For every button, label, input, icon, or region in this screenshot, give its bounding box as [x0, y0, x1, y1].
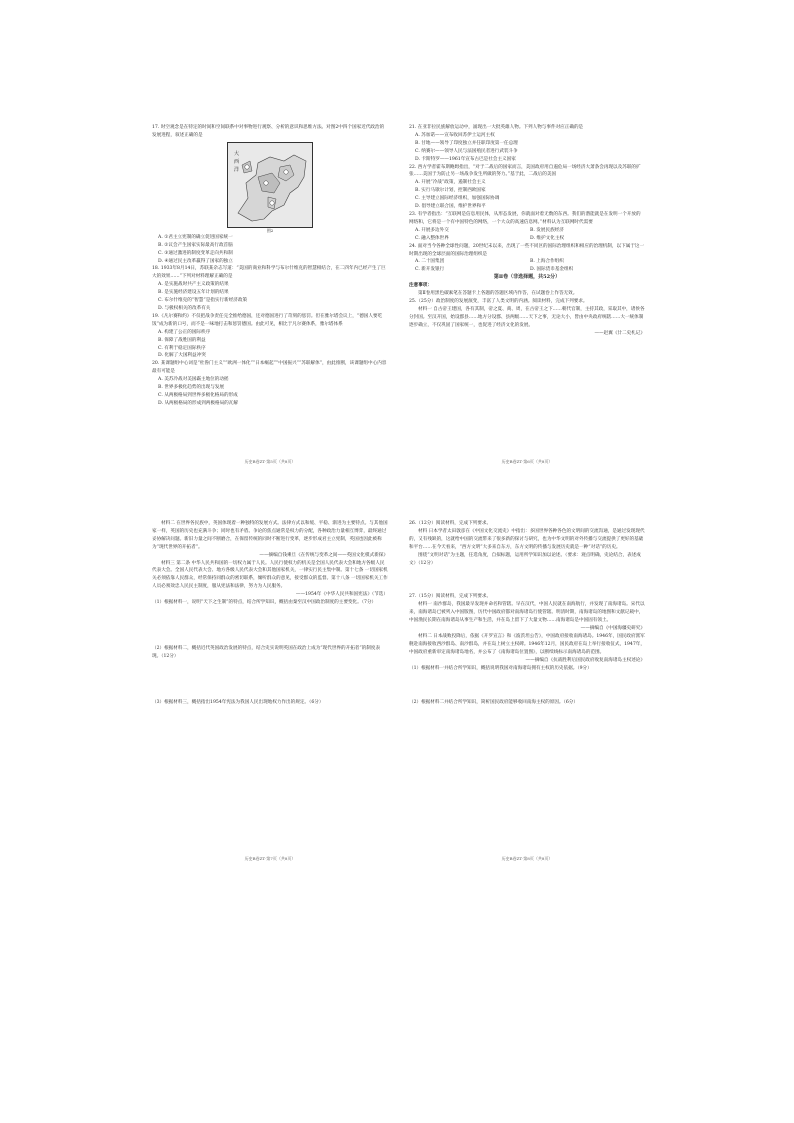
page-6: [409, 124, 645, 454]
q26-ask: 围绕“文明对话”为主题，任选角度，自拟标题，运用所学知识加以论述。（要求：观点明确，史论结合，表述成文）（12分）: [409, 552, 641, 566]
page-7-footer: 历史B卷ZT·第7页（共8页）: [244, 856, 296, 861]
q24-option-a: A. 二十国集团: [415, 259, 445, 265]
q24-option-d: D. 国际货币基金组织: [530, 267, 574, 273]
q21-option-a: A. 苏加诺——宣布收回苏伊士运河主权: [415, 132, 495, 138]
q17-option-d: D. ④通过民主改革赢得了国家的独立: [158, 258, 233, 264]
section-title: 第Ⅱ卷（非选择题，共52分）: [493, 274, 561, 281]
page-5-footer: 历史B卷ZT·第5页（共8页）: [244, 459, 296, 464]
q27-material-1-source: ——摘编自《中国海疆史研究》: [580, 626, 645, 632]
page-6-footer: 历史B卷ZT·第6页（共8页）: [501, 459, 553, 464]
q25-material-3-source: ——1954年《中华人民共和国宪法》（节选）: [295, 592, 388, 598]
q25-material-2: 材料二 在世界各民族中，英国体现着一种独特的发展方式。法律方式以和缓、平稳、渐进为主要特点。与其他国家一样，英国的历史也充满斗争；同时也有矛盾。争论的焦点通常是权力的分配，各种政治力量相互博弈，最终通过妥协解决问题。新旧力量之间不断磨合，在保留传统的同时不断进行变革，逐步形成君主立宪制，英国也因此被称为“现代世界的开拓者”。: [152, 521, 388, 550]
question-22: 22. 西方学者霍布斯鲍姆指出，“对于二战后的国家而言，美国政府用自遏危局一场经济大萧条会再现以及苏联的扩张……美国于为防止另一场战争发生所做的努力。”基于此，二战后的美国: [409, 164, 641, 178]
question-23: 23. 有学者指出：“互联网是信息用民体，从形态发展，你就面对着无数的东西。我们的潜能就是在发明一个开放的网络和，它将是一个有中国特色的网络，一个大众的高速信息网。”材料认为互联网时代需要: [409, 211, 641, 225]
q18-option-d: D. 与极权相关的改革有关: [158, 305, 211, 311]
q23-option-c: C. 融入整体世界: [415, 235, 449, 241]
q27-ask-2: （2）根据材料二并结合所学知识，简析国民政府能够收回南海主权的原因。（6分）: [409, 699, 578, 705]
q19-option-b: B. 保障了战胜国的利益: [158, 337, 206, 343]
question-24: 24. 面对当今各种全球性问题，20世纪末以来，出现了一些不同区的国际治理组织和相应的治理机制，以下属于这一时期出现的全球层面的国际治理组织是: [409, 243, 645, 257]
q25-material-2-source: ——摘编自钱乘旦《在传统与变革之间——英国文化模式新探》: [259, 552, 388, 558]
q18-option-c: C. 布尔什维克的“智慧”是指实行新经济政策: [158, 298, 248, 304]
question-27: 27.（15分）阅读材料，完成下列要求。: [409, 594, 492, 600]
q18-option-a: A. 是实施战时共产主义政策的结果: [158, 282, 229, 288]
page-8-footer: 历史B卷ZT·第8页（共8页）: [501, 856, 553, 861]
q25-ask-1: （1）根据材料一，说明“天下之生制”的特点，结合所学知识，概括由秦至汉中国政治制度的主要变化。（7分）: [152, 600, 377, 606]
q25-material-1: 材料一 自古帝王建国，各有其制，帝之夏、商、周，在古帝王之下……朝代官制，主持其政，采取其中，诸侯各分封国。至汉开国，始设郡县……地方分设郡、县两级……天下之事，无论大小，皆由中央政府统辖……大一统体制逐步确立，不仅巩固了国家统一，也促进了经济文化的发展。: [409, 306, 645, 328]
q27-material-2-source: ——摘编自《抗战胜利后国民政府收复南海诸岛主权述论》: [525, 657, 645, 663]
q23-option-a: A. 开展多边外交: [415, 227, 449, 233]
q20-option-a: A. 美苏冷战对美国霸主地位的动摇: [158, 377, 229, 383]
question-17: 17. 时空观念是在特定的时间和空间联系中对事物进行观察、分析的意识和思维方法。对图2中四个国家近代政治的发展进程，叙述正确的是: [152, 125, 385, 138]
page-7: [152, 520, 388, 850]
page-8: [409, 520, 645, 850]
q22-option-a: A. 开展“冷战”政策，遏制社会主义: [415, 180, 486, 186]
q17-option-a: A. ①君主立宪制的确立促进国家统一: [158, 234, 233, 240]
question-25: 25.（25分）政治制度的发展演变，丰富了人类文明的内涵。阅读材料，完成下列要求。: [409, 298, 588, 304]
q24-option-c: C. 新开发银行: [415, 267, 445, 273]
q25-ask-3: （3）根据材料三，概括指出1954年宪法为我国人民出现地权力作出的规定。（6分）: [152, 699, 324, 705]
q22-option-c: C. 主导建立国际经济组织，加强国际协调: [415, 196, 500, 202]
q23-option-d: D. 维护文化主权: [530, 235, 565, 241]
svg-text:洋: 洋: [234, 166, 240, 173]
q20-option-d: D. 从两极格局的形成到两极格局的瓦解: [158, 400, 238, 406]
q27-ask-1: （1）根据材料一并结合所学知识，概括说明我国对南海诸岛拥有主权的历史依据。（9分）: [409, 665, 592, 671]
q25-material-3: 材料三 第二条 中华人民共和国的一切权力属于人民。人民行使权力的机关是全国人民代表大会和地方各级人民代表大会。全国人民代表大会、地方各级人民代表大会和其他国家机关，一律实行民主集中制。第十七条 一切国家机关必须依靠人民群众，经常保持同群众的密切联系，倾听群众的意见，接受群众的监督。第十八条 一切国家机关工作人员必须效忠人民民主制度，服从宪法和法律，努力为人民服务。: [152, 560, 388, 590]
q24-options-row-1: [409, 258, 645, 266]
svg-text:大: 大: [234, 150, 240, 157]
q21-option-c: C. 纳赛尔——领导人民与法国殖民者进行武装斗争: [415, 148, 518, 154]
map-caption: 图2: [266, 227, 274, 233]
q27-material-2: 材料二 日本战败投降后，依据《开罗宣言》和《波茨坦公告》，中国政府接收南海诸岛。1946年，国民政府派军舰赴南海接收西沙群岛、南沙群岛，并在岛上树立主权碑。1946年12月，国民政府在岛上举行接收仪式，1947年，中国政府重新审定南海诸岛地名，并公布了《南海诸岛位置图》，以断续线标示南海诸岛的范围。: [409, 633, 645, 655]
q19-option-c: C. 有利于稳定国际秩序: [158, 345, 206, 351]
answer-space: [152, 607, 388, 645]
q21-option-d: D. 卡斯特罗——1961年宣布古巴是社会主义国家: [415, 156, 516, 162]
question-21: 21. 在亚非拉民族解放运动中，涌现出一大批英雄人物。下列人物与事件对应正确的是: [409, 125, 584, 130]
q25-ask-2: （2）根据材料二，概括近代英国政治发展的特点，结合史实说明英国在政治上成为“现代世界的开拓者”的制度表现。（12分）: [152, 645, 381, 659]
answer-space: [409, 567, 645, 593]
q17-option-b: B. ②议会产生国家实际最高行政首脑: [158, 242, 233, 248]
q23-options-row-1: [409, 227, 645, 235]
question-20: 20. 某课题组中心词是“杜鲁门主义”“欧洲一体化”“日本崛起”“中国振兴”“苏联解体”，由此推断，该课题组中心内容最有可能是: [152, 361, 387, 375]
q23-options-row-2: [409, 235, 645, 243]
map-drawing: [228, 143, 312, 227]
answer-space: [152, 661, 388, 699]
q21-option-b: B. 甘地——领导了印度独立并任职印度第一任总理: [415, 140, 518, 146]
q27-material-1: 材料一 南沙群岛，我国最早发现并命名和管辖。早在汉代，中国人民就在南海航行，并发现了南海诸岛。宋代以来，南海诸岛已被列入中国版图，历代中国政府都对南海诸岛行使管辖。明清时期，南海诸岛的地图和文献记载中，中国渔民长期在南海诸岛从事生产和生活，并在岛上留下了大量文物……南海诸岛是中国固有领土。: [409, 602, 645, 624]
q23-option-b: B. 发展民族经济: [530, 227, 564, 233]
q24-option-b: B. 上海合作组织: [530, 259, 564, 265]
notes-title: 注意事项：: [409, 283, 432, 289]
q20-option-c: C. 从两极格局到世界多极化格局的形成: [158, 392, 238, 398]
q18-option-b: B. 是实施经济建设五年计划的结果: [158, 290, 229, 296]
page-5: [152, 124, 388, 454]
q19-option-a: A. 构建了公正的国际秩序: [158, 329, 211, 335]
question-26: 26.（12分）阅读材料，完成下列要求。: [409, 521, 492, 526]
q26-material: 材料 日本学者太田敦彦在《中国文化交流史》中指出：多国世界各种各色的文明间的交流沟通，是通过发现现代的，又有残缺的，这就给中国的交流带来了很多新的探讨与研究，也为中华文明的对外传播与交流提供了更好的基础和平台……在今天看来，“西方文明”大多来自东方，东方文明的传播与发展历史就是一种“对话”的历史。: [409, 528, 645, 550]
q25-material-1-source: ——赵翼《廿二史札记》: [594, 330, 645, 336]
q19-option-d: D. 化解了大国利益冲突: [158, 353, 206, 359]
answer-space: [409, 673, 645, 699]
europe-map: [227, 142, 313, 228]
q20-option-b: B. 世界多极化趋势的出现与发展: [158, 385, 225, 391]
q22-option-b: B. 实行马歇尔计划，控制西欧国家: [415, 188, 486, 194]
svg-text:西: 西: [234, 158, 240, 165]
question-19: 19.《凡尔赛和约》不仅把战争责任完全推给德国，还对德国进行了苛刻的惩罚。但在雅尔塔会议上，“德国人要吃饭”成为新的口号，而不是一味地打击和惩罚德国。由此可见，相比于凡尔赛体系，雅尔塔体系: [152, 313, 383, 327]
q22-option-d: D. 倡导建立联合国，维护世界和平: [415, 204, 486, 210]
q17-option-c: C. ③通过激进的制度变革走向共和制: [158, 250, 233, 256]
notes-text: 第Ⅱ卷用黑色碳素笔在答题卡上各题的答题区域内作答，在试题卷上作答无效。: [418, 291, 578, 297]
question-18: 18. 1933年8月14日，苏联某杂志写道：“美国的商业和科学与布尔什维克的智慧相结合，在二四年内已经产生了巨大的效果……”下列对材料理解正确的是: [152, 266, 386, 280]
